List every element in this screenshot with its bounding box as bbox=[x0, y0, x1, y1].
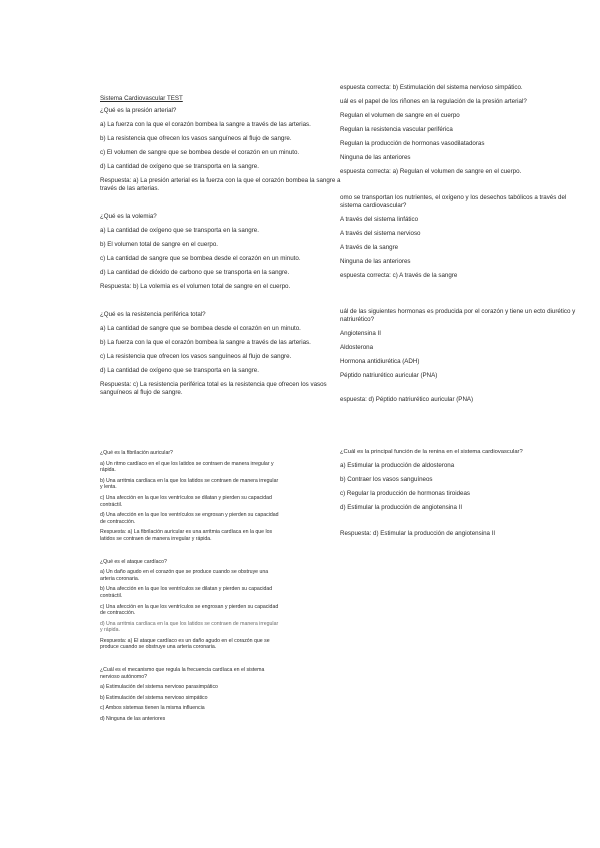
question-text: ¿Qué es la fibrilación auricular? bbox=[100, 450, 173, 456]
answer-option: d) Una afección en la que los ventrículos se engrosan y pierden su capacidad de contracción. bbox=[100, 512, 279, 525]
answer-option: d) Una arritmia cardíaca en la que los latidos se contraen de manera irregular y rápida. bbox=[100, 620, 279, 634]
answer-option: Regulan la producción de hormonas vasodilatadoras bbox=[340, 140, 485, 147]
answer-option: c) La resistencia que ofrecen los vasos sanguíneos al flujo de sangre. bbox=[100, 353, 292, 360]
answer-option: A través del sistema nervioso bbox=[340, 230, 421, 237]
answer-option: b) La resistencia que ofrecen los vasos sanguíneos al flujo de sangre. bbox=[100, 135, 292, 142]
answer-option: d) La cantidad de dióxido de carbono que se transporta en la sangre. bbox=[100, 269, 290, 276]
question-text: omo se transportan los nutrientes, el oxígeno y los desechos tabólicos a través del sistema cardiovascular? bbox=[340, 194, 567, 209]
answer-option: Hormona antidiurética (ADH) bbox=[340, 358, 420, 365]
question-text: uál es el papel de los riñones en la regulación de la presión arterial? bbox=[340, 98, 527, 105]
correct-answer: Respuesta: c) La resistencia periférica total es la resistencia que ofrecen los vasos sanguíneos al flujo de sangre. bbox=[100, 381, 327, 396]
question-text: ¿Cuál es el mecanismo que regula la frecuencia cardíaca en el sistema nervioso autónomo? bbox=[100, 667, 265, 680]
answer-option: b) El volumen total de sangre en el cuerpo. bbox=[100, 241, 218, 248]
correct-answer: Respuesta: a) La fibrilación auricular es una arritmia cardíaca en la que los latidos se contraen de manera irregular y rápida. bbox=[100, 529, 273, 542]
answer-option: c) La cantidad de sangre que se bombea desde el corazón en un minuto. bbox=[100, 255, 301, 262]
correct-answer: Respuesta: b) La volemia es el volumen total de sangre en el cuerpo. bbox=[100, 283, 291, 290]
answer-option: d) Estimular la producción de angiotensina II bbox=[340, 504, 463, 511]
correct-answer: Respuesta: a) La presión arterial es la fuerza con la que el corazón bombea la sangre a través de las arterias. bbox=[100, 177, 341, 192]
question-text: ¿Cuál es la principal función de la renina en el sistema cardiovascular? bbox=[340, 449, 523, 455]
question-text: ¿Qué es la resistencia periférica total? bbox=[100, 311, 206, 318]
answer-option: A través del sistema linfático bbox=[340, 216, 419, 223]
answer-option: a) La cantidad de oxígeno que se transporta en la sangre. bbox=[100, 227, 259, 234]
answer-option: Aldosterona bbox=[340, 344, 374, 351]
answer-option: d) La cantidad de oxígeno que se transporta en la sangre. bbox=[100, 163, 259, 170]
answer-option: Angiotensina II bbox=[340, 330, 381, 337]
answer-option: d) La cantidad de oxígeno que se transporta en la sangre. bbox=[100, 367, 259, 374]
answer-option: A través de la sangre bbox=[340, 244, 399, 251]
question-text: ¿Qué es la presión arterial? bbox=[100, 107, 177, 114]
correct-answer: espuesta correcta: b) Estimulación del sistema nervioso simpático. bbox=[340, 84, 523, 91]
answer-option: c) Regular la producción de hormonas tiroideas bbox=[340, 490, 471, 497]
correct-answer: Respuesta: a) El ataque cardíaco es un daño agudo en el corazón que se produce cuando se obstruye una arteria coronaria. bbox=[100, 637, 270, 651]
quiz-section-bottom-left bbox=[100, 450, 280, 727]
answer-option: Regulan el volumen de sangre en el cuerpo bbox=[340, 112, 460, 119]
quiz-section-top-left bbox=[100, 95, 345, 403]
answer-option: b) Contraer los vasos sanguíneos bbox=[340, 476, 433, 483]
answer-option: Ninguna de las anteriores bbox=[340, 154, 411, 161]
answer-option: c) Ambos sistemas tienen la misma influencia bbox=[100, 705, 205, 712]
answer-option: Ninguna de las anteriores bbox=[340, 258, 411, 265]
answer-option: a) Estimulación del sistema nervioso parasimpático bbox=[100, 684, 218, 691]
answer-option: a) Estimular la producción de aldosterona bbox=[340, 462, 455, 469]
answer-option: b) La fuerza con la que el corazón bombea la sangre a través de las arterias. bbox=[100, 339, 311, 346]
question-text: ¿Qué es la volemia? bbox=[100, 213, 157, 220]
answer-option: b) Una afección en la que los ventrículos se dilatan y pierden su capacidad contráctil. bbox=[100, 586, 273, 599]
correct-answer: espuesta correcta: a) Regulan el volumen de sangre en el cuerpo. bbox=[340, 168, 522, 175]
quiz-section-top-right bbox=[340, 84, 585, 410]
correct-answer: espuesta: d) Péptido natriurético auricular (PNA) bbox=[340, 396, 474, 403]
answer-option: a) Un ritmo cardíaco en el que los latidos se contraen de manera irregular y rápida. bbox=[100, 460, 274, 474]
answer-option: a) La cantidad de sangre que se bombea desde el corazón en un minuto. bbox=[100, 325, 301, 332]
correct-answer: Respuesta: d) Estimular la producción de angiotensina II bbox=[340, 530, 496, 537]
answer-option: b) Una arritmia cardíaca en la que los latidos se contraen de manera irregular y lenta. bbox=[100, 477, 279, 491]
answer-option: c) Una afección en la que los ventrículos se engrosan y pierden su capacidad de contracción. bbox=[100, 603, 279, 617]
answer-option: a) Un daño agudo en el corazón que se produce cuando se obstruye una arteria coronaria. bbox=[100, 569, 269, 582]
question-text: uál de las siguientes hormonas es producida por el corazón y tiene un ecto diurético y natriurético? bbox=[340, 308, 576, 323]
answer-option: b) Estimulación del sistema nervioso simpático bbox=[100, 694, 208, 701]
quiz-section-bottom-right bbox=[340, 448, 585, 544]
answer-option: a) La fuerza con la que el corazón bombea la sangre a través de las arterias. bbox=[100, 121, 311, 128]
question-text: ¿Qué es el ataque cardíaco? bbox=[100, 558, 167, 565]
document-title: Sistema Cardiovascular TEST bbox=[100, 95, 183, 102]
answer-option: c) Una afección en la que los ventrículos se dilatan y pierden su capacidad contráctil. bbox=[100, 494, 272, 508]
answer-option: Regulan la resistencia vascular periférica bbox=[340, 126, 453, 133]
answer-option: d) Ninguna de las anteriores bbox=[100, 716, 166, 723]
correct-answer: espuesta correcta: c) A través de la sangre bbox=[340, 272, 458, 279]
answer-option: c) El volumen de sangre que se bombea desde el corazón en un minuto. bbox=[100, 149, 300, 156]
answer-option: Péptido natriurético auricular (PNA) bbox=[340, 372, 438, 379]
